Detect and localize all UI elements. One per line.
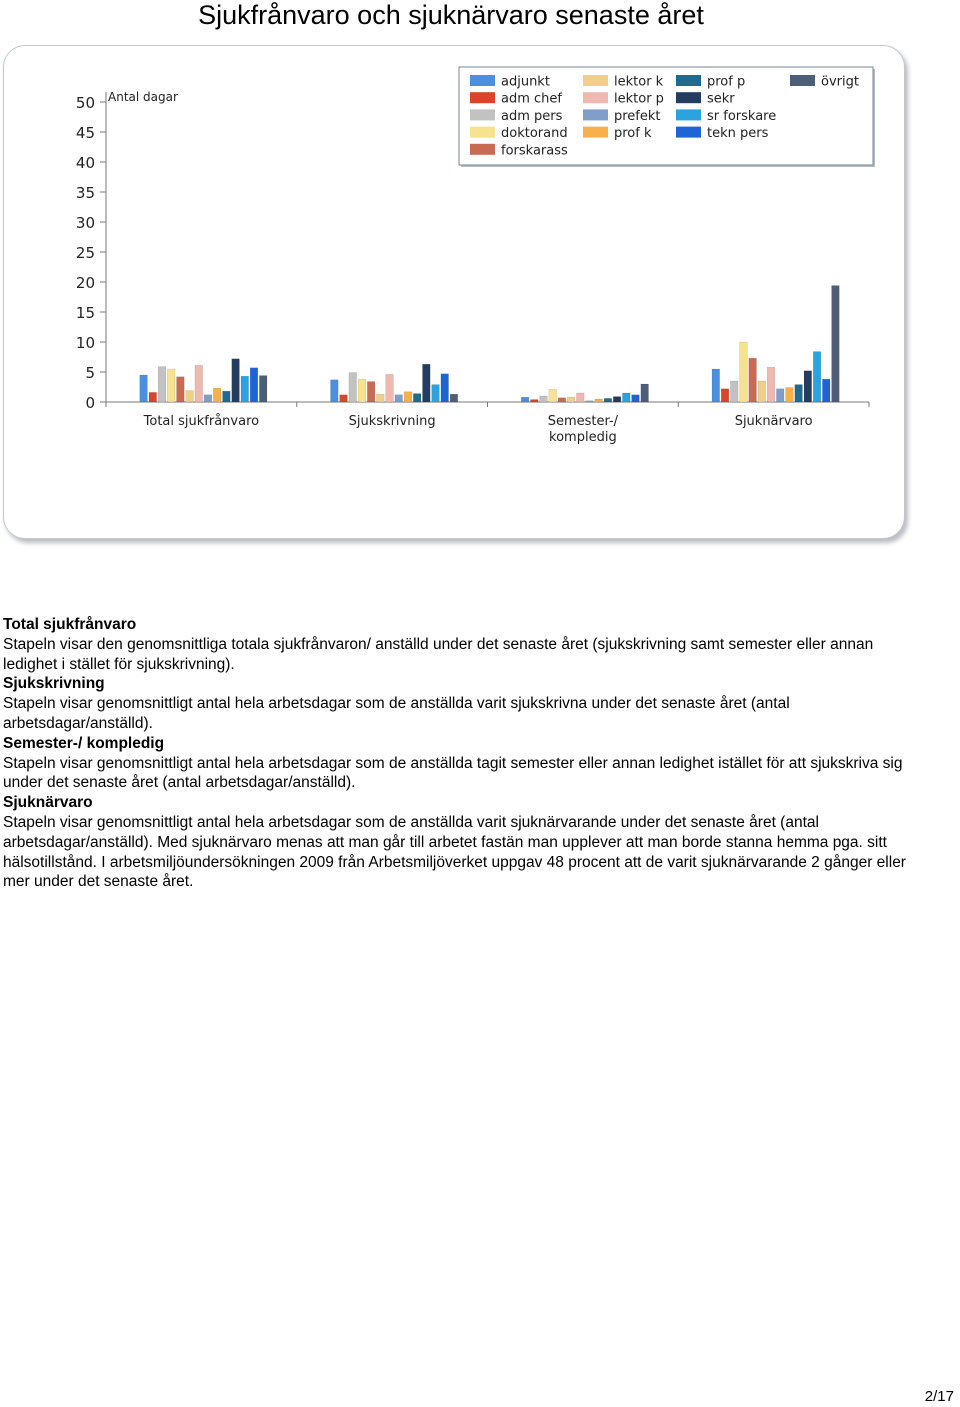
bar-doktorand-2	[549, 389, 557, 402]
bar-övrigt-0	[259, 376, 267, 402]
description-text-sjukskrivning: Stapeln visar genomsnittligt antal hela arbetsdagar som de anställda varit sjukskrivna under det senaste året (antal arbetsdagar/anställd).	[3, 695, 790, 732]
y-axis-title: Antal dagar	[108, 90, 178, 104]
y-tick-label: 15	[75, 304, 95, 322]
bar-adm-chef-3	[721, 389, 729, 402]
bar-lektor-p-2	[576, 393, 584, 402]
legend-swatch-sekr	[676, 92, 701, 103]
legend-swatch-forskarass	[470, 144, 495, 155]
legend-label-doktorand: doktorand	[501, 126, 568, 142]
bar-prefekt-2	[586, 401, 594, 402]
legend-label-sekr: sekr	[707, 91, 735, 107]
x-tick-label: Semester-/	[547, 414, 619, 429]
bar-adm-chef-0	[149, 392, 157, 402]
legend-swatch-lektor-k	[583, 75, 608, 86]
bar-prof-p-1	[413, 394, 421, 402]
y-tick-label: 45	[75, 124, 95, 142]
bar-forskarass-0	[177, 377, 185, 402]
legend-swatch-adjunkt	[470, 75, 495, 86]
legend-label-forskarass: forskarass	[501, 143, 568, 159]
description-section	[3, 615, 923, 892]
bar-adm-pers-1	[349, 373, 357, 402]
bar-prof-k-2	[595, 399, 603, 402]
legend-label-lektor-k: lektor k	[614, 74, 664, 90]
bar-sekr-3	[804, 371, 812, 402]
bar-prof-k-3	[786, 388, 794, 402]
bar-sekr-0	[232, 359, 240, 402]
bar-adm-pers-0	[158, 367, 166, 402]
legend-label-övrigt: övrigt	[821, 74, 859, 90]
bar-prof-p-3	[795, 385, 803, 402]
legend-label-adjunkt: adjunkt	[501, 74, 550, 90]
x-tick-label: Sjukskrivning	[348, 414, 436, 429]
bar-prefekt-1	[395, 395, 403, 402]
bar-tekn-pers-0	[250, 368, 258, 402]
bar-sekr-2	[613, 397, 621, 402]
legend-swatch-adm-chef	[470, 92, 495, 103]
legend-label-lektor-p: lektor p	[614, 91, 664, 107]
description-heading-sjuknarvaro: Sjuknärvaro	[3, 794, 93, 812]
y-tick-label: 25	[75, 244, 95, 262]
y-tick-label: 30	[75, 214, 95, 232]
legend-swatch-prefekt	[583, 109, 608, 120]
page-title: Sjukfrånvaro och sjuknärvaro senaste året	[198, 0, 704, 30]
legend-label-tekn-pers: tekn pers	[707, 126, 769, 142]
legend-swatch-sr-forskare	[676, 109, 701, 120]
bar-övrigt-1	[450, 394, 458, 402]
legend-swatch-adm-pers	[470, 109, 495, 120]
bar-sr-forskare-1	[432, 385, 440, 402]
bar-övrigt-2	[641, 384, 649, 402]
y-tick-label: 50	[75, 94, 95, 112]
y-tick-label: 0	[85, 394, 95, 412]
legend-swatch-prof-k	[583, 127, 608, 138]
x-tick-label: Total sjukfrånvaro	[143, 414, 260, 429]
bar-lektor-k-0	[186, 391, 194, 402]
bar-lektor-k-2	[567, 397, 575, 402]
bar-prof-k-0	[213, 388, 221, 402]
bar-doktorand-1	[358, 379, 366, 402]
legend-swatch-prof-p	[676, 75, 701, 86]
bar-forskarass-2	[558, 398, 566, 402]
bar-prof-k-1	[404, 392, 412, 402]
bar-adm-pers-2	[540, 396, 548, 402]
legend-swatch-övrigt	[790, 75, 815, 86]
y-tick-label: 10	[75, 334, 95, 352]
y-tick-label: 5	[85, 364, 95, 382]
legend-swatch-tekn-pers	[676, 127, 701, 138]
legend-swatch-lektor-p	[583, 92, 608, 103]
bar-chart	[0, 0, 960, 560]
description-heading-sjukskrivning: Sjukskrivning	[3, 675, 105, 693]
bar-prof-p-2	[604, 398, 612, 402]
bar-forskarass-1	[367, 382, 375, 402]
bar-adjunkt-1	[331, 380, 339, 402]
legend-label-prof-k: prof k	[614, 126, 652, 142]
bar-lektor-p-3	[767, 367, 775, 402]
bar-adm-pers-3	[730, 381, 738, 402]
x-tick-label: kompledig	[549, 430, 617, 445]
legend-swatch-doktorand	[470, 127, 495, 138]
bar-sekr-1	[423, 364, 431, 402]
description-text-sjuknarvaro: Stapeln visar genomsnittligt antal hela arbetsdagar som de anställda varit sjuknärvarande under det senaste året (antal arbetsdagar/anställd). Med sjuknärvaro menas att man går till arbetet fastän man upplever att man borde stanna hemma pga. sitt hälsotillstånd. I arbetsmiljöundersökningen 2009 från Arbetsmiljöverket uppgav 48 procent att de varit sjuknärvarande 2 gånger eller mer under det senaste året.	[3, 813, 906, 891]
bar-lektor-k-3	[758, 381, 766, 402]
bar-tekn-pers-2	[632, 395, 640, 402]
bar-sr-forskare-3	[813, 352, 821, 402]
bar-forskarass-3	[749, 358, 757, 402]
legend-label-adm-chef: adm chef	[501, 91, 562, 107]
description-heading-total: Total sjukfrånvaro	[3, 616, 137, 633]
bar-doktorand-0	[167, 369, 175, 402]
bar-tekn-pers-1	[441, 374, 449, 402]
legend-label-sr-forskare: sr forskare	[707, 108, 777, 124]
description-heading-semester: Semester-/ kompledig	[3, 734, 165, 752]
y-tick-label: 40	[75, 154, 95, 172]
bar-adjunkt-3	[712, 369, 720, 402]
bar-sr-forskare-0	[241, 376, 249, 402]
bar-adm-chef-2	[530, 400, 538, 402]
legend-label-adm-pers: adm pers	[501, 108, 563, 124]
bar-adjunkt-2	[521, 397, 529, 402]
bar-lektor-p-1	[386, 374, 394, 402]
bar-adm-chef-1	[340, 395, 348, 402]
bar-övrigt-3	[832, 286, 840, 402]
bar-sr-forskare-2	[622, 393, 630, 402]
bar-lektor-p-0	[195, 365, 203, 402]
y-tick-label: 20	[75, 274, 95, 292]
description-text-total: Stapeln visar den genomsnittliga totala sjukfrånvaron/ anställd under det senaste året (sjukskrivning samt semester eller annan ledighet i stället för sjukskrivning).	[3, 635, 874, 673]
bar-prefekt-0	[204, 395, 212, 402]
legend-label-prefekt: prefekt	[614, 108, 661, 124]
bar-adjunkt-0	[140, 375, 148, 402]
bar-tekn-pers-3	[822, 379, 830, 402]
bar-lektor-k-1	[377, 394, 385, 402]
bar-prof-p-0	[223, 391, 231, 402]
bar-doktorand-3	[740, 342, 748, 402]
description-text-semester: Stapeln visar genomsnittligt antal hela arbetsdagar som de anställda tagit semester eller annan ledighet istället för att sjukskriva sig under det senaste året (antal arbetsdagar/anställd).	[3, 754, 903, 792]
legend-label-prof-p: prof p	[707, 74, 746, 90]
page-number: 2/17	[924, 1388, 954, 1405]
y-tick-label: 35	[75, 184, 95, 202]
x-tick-label: Sjuknärvaro	[734, 414, 813, 429]
bar-prefekt-3	[776, 389, 784, 402]
